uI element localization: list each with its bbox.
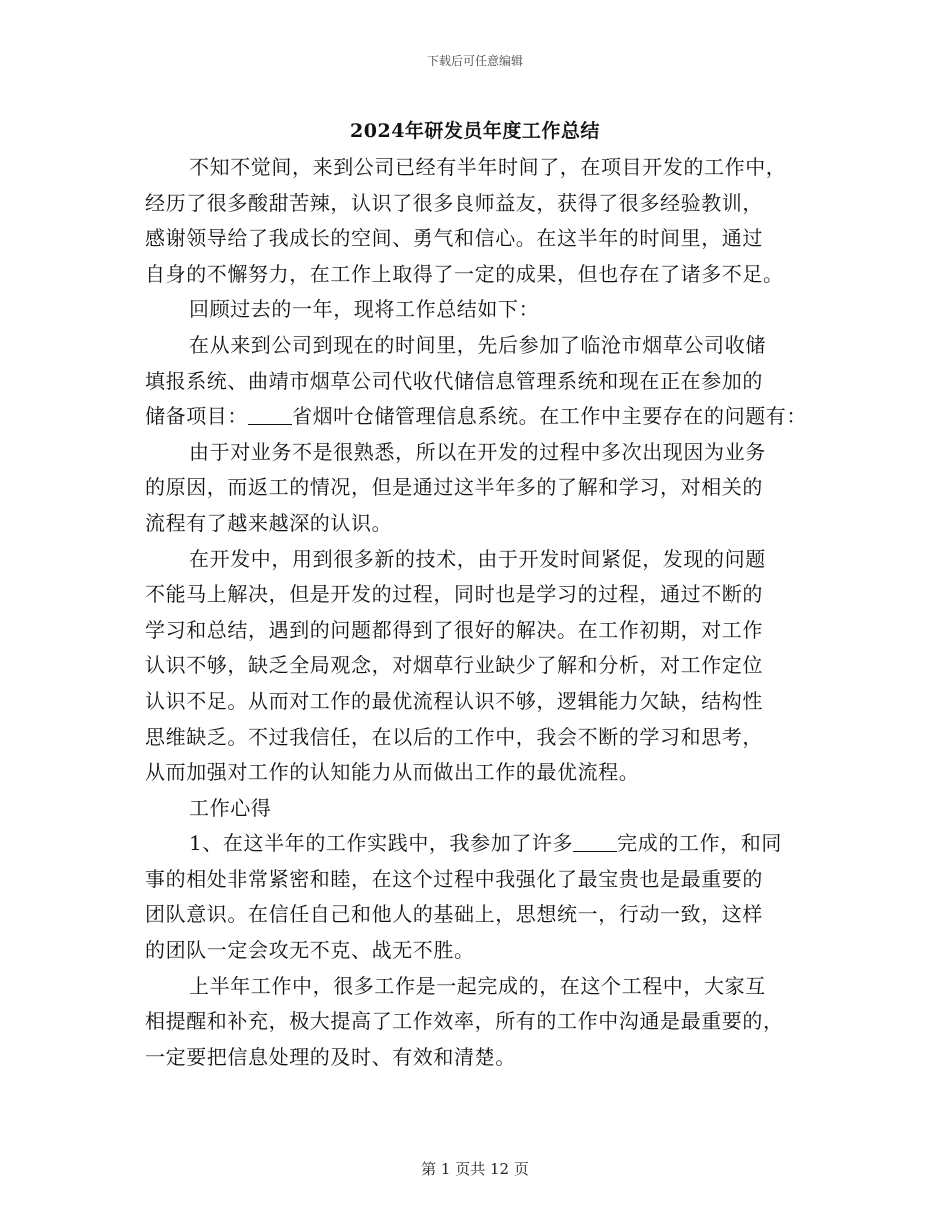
section-heading: 工作心得 — [189, 795, 272, 820]
footer-middle: 页共 — [455, 1160, 486, 1178]
document-body — [145, 150, 815, 1075]
page-header-note: 下载后可任意编辑 — [426, 54, 523, 68]
body-line: 的原因，而返工的情况，但是通过这半年多的了解和学习，对相关的 — [145, 475, 763, 500]
document-title: 2024年研发员年度工作总结 — [350, 120, 600, 142]
body-line: 在从来到公司到现在的时间里，先后参加了临沧市烟草公司收储 — [189, 332, 766, 357]
body-line-segment: 完成的工作，和同 — [617, 831, 782, 856]
body-line: 感谢领导给了我成长的空间、勇气和信心。在这半年的时间里，通过 — [145, 226, 763, 251]
body-line: 由于对业务不是很熟悉，所以在开发的过程中多次出现因为业务 — [189, 439, 766, 464]
body-line: 回顾过去的一年，现将工作总结如下： — [189, 297, 540, 322]
body-line: 自身的不懈努力，在工作上取得了一定的成果，但也存在了诸多不足。 — [145, 261, 784, 286]
body-line: 从而加强对工作的认知能力从而做出工作的最优流程。 — [145, 760, 640, 785]
body-line-segment: 1、在这半年的工作实践中，我参加了许多 — [189, 831, 574, 856]
page-footer — [0, 1158, 950, 1179]
body-line — [145, 399, 815, 435]
footer-prefix: 第 — [421, 1160, 437, 1178]
body-line: 在开发中，用到很多新的技术，由于开发时间紧促，发现的问题 — [189, 546, 766, 571]
fill-in-blank — [573, 829, 617, 852]
body-line: 认识不足。从而对工作的最优流程认识不够，逻辑能力欠缺，结构性 — [145, 688, 763, 713]
current-page-number: 1 — [440, 1160, 451, 1178]
body-line: 一定要把信息处理的及时、有效和清楚。 — [145, 1044, 516, 1069]
footer-suffix: 页 — [513, 1160, 529, 1178]
body-line: 经历了很多酸甜苦辣，认识了很多良师益友，获得了很多经验教训， — [145, 190, 763, 215]
body-line: 事的相处非常紧密和睦，在这个过程中我强化了最宝贵也是最重要的 — [145, 866, 763, 891]
total-page-count: 12 — [490, 1160, 510, 1178]
body-line: 团队意识。在信任自己和他人的基础上，思想统一，行动一致，这样 — [145, 902, 763, 927]
body-line: 学习和总结，遇到的问题都得到了很好的解决。在工作初期，对工作 — [145, 617, 763, 642]
body-line-segment: 储备项目： — [145, 404, 248, 429]
fill-in-blank — [248, 402, 292, 425]
body-line — [145, 826, 815, 862]
body-line: 相提醒和补充，极大提高了工作效率，所有的工作中沟通是最重要的， — [145, 1009, 784, 1034]
body-line: 流程有了越来越深的认识。 — [145, 510, 393, 535]
body-line: 不能马上解决，但是开发的过程，同时也是学习的过程，通过不断的 — [145, 582, 763, 607]
body-line: 填报系统、曲靖市烟草公司代收代储信息管理系统和现在正在参加的 — [145, 368, 763, 393]
body-line: 的团队一定会攻无不克、战无不胜。 — [145, 938, 475, 963]
body-line: 不知不觉间，来到公司已经有半年时间了，在项目开发的工作中， — [189, 155, 787, 179]
body-line: 认识不够，缺乏全局观念，对烟草行业缺少了解和分析，对工作定位 — [145, 653, 763, 678]
body-line: 思维缺乏。不过我信任，在以后的工作中，我会不断的学习和思考， — [145, 724, 763, 749]
body-line: 上半年工作中，很多工作是一起完成的，在这个工程中，大家互 — [189, 973, 766, 998]
body-line-segment: 省烟叶仓储管理信息系统。在工作中主要存在的问题有： — [292, 404, 807, 429]
